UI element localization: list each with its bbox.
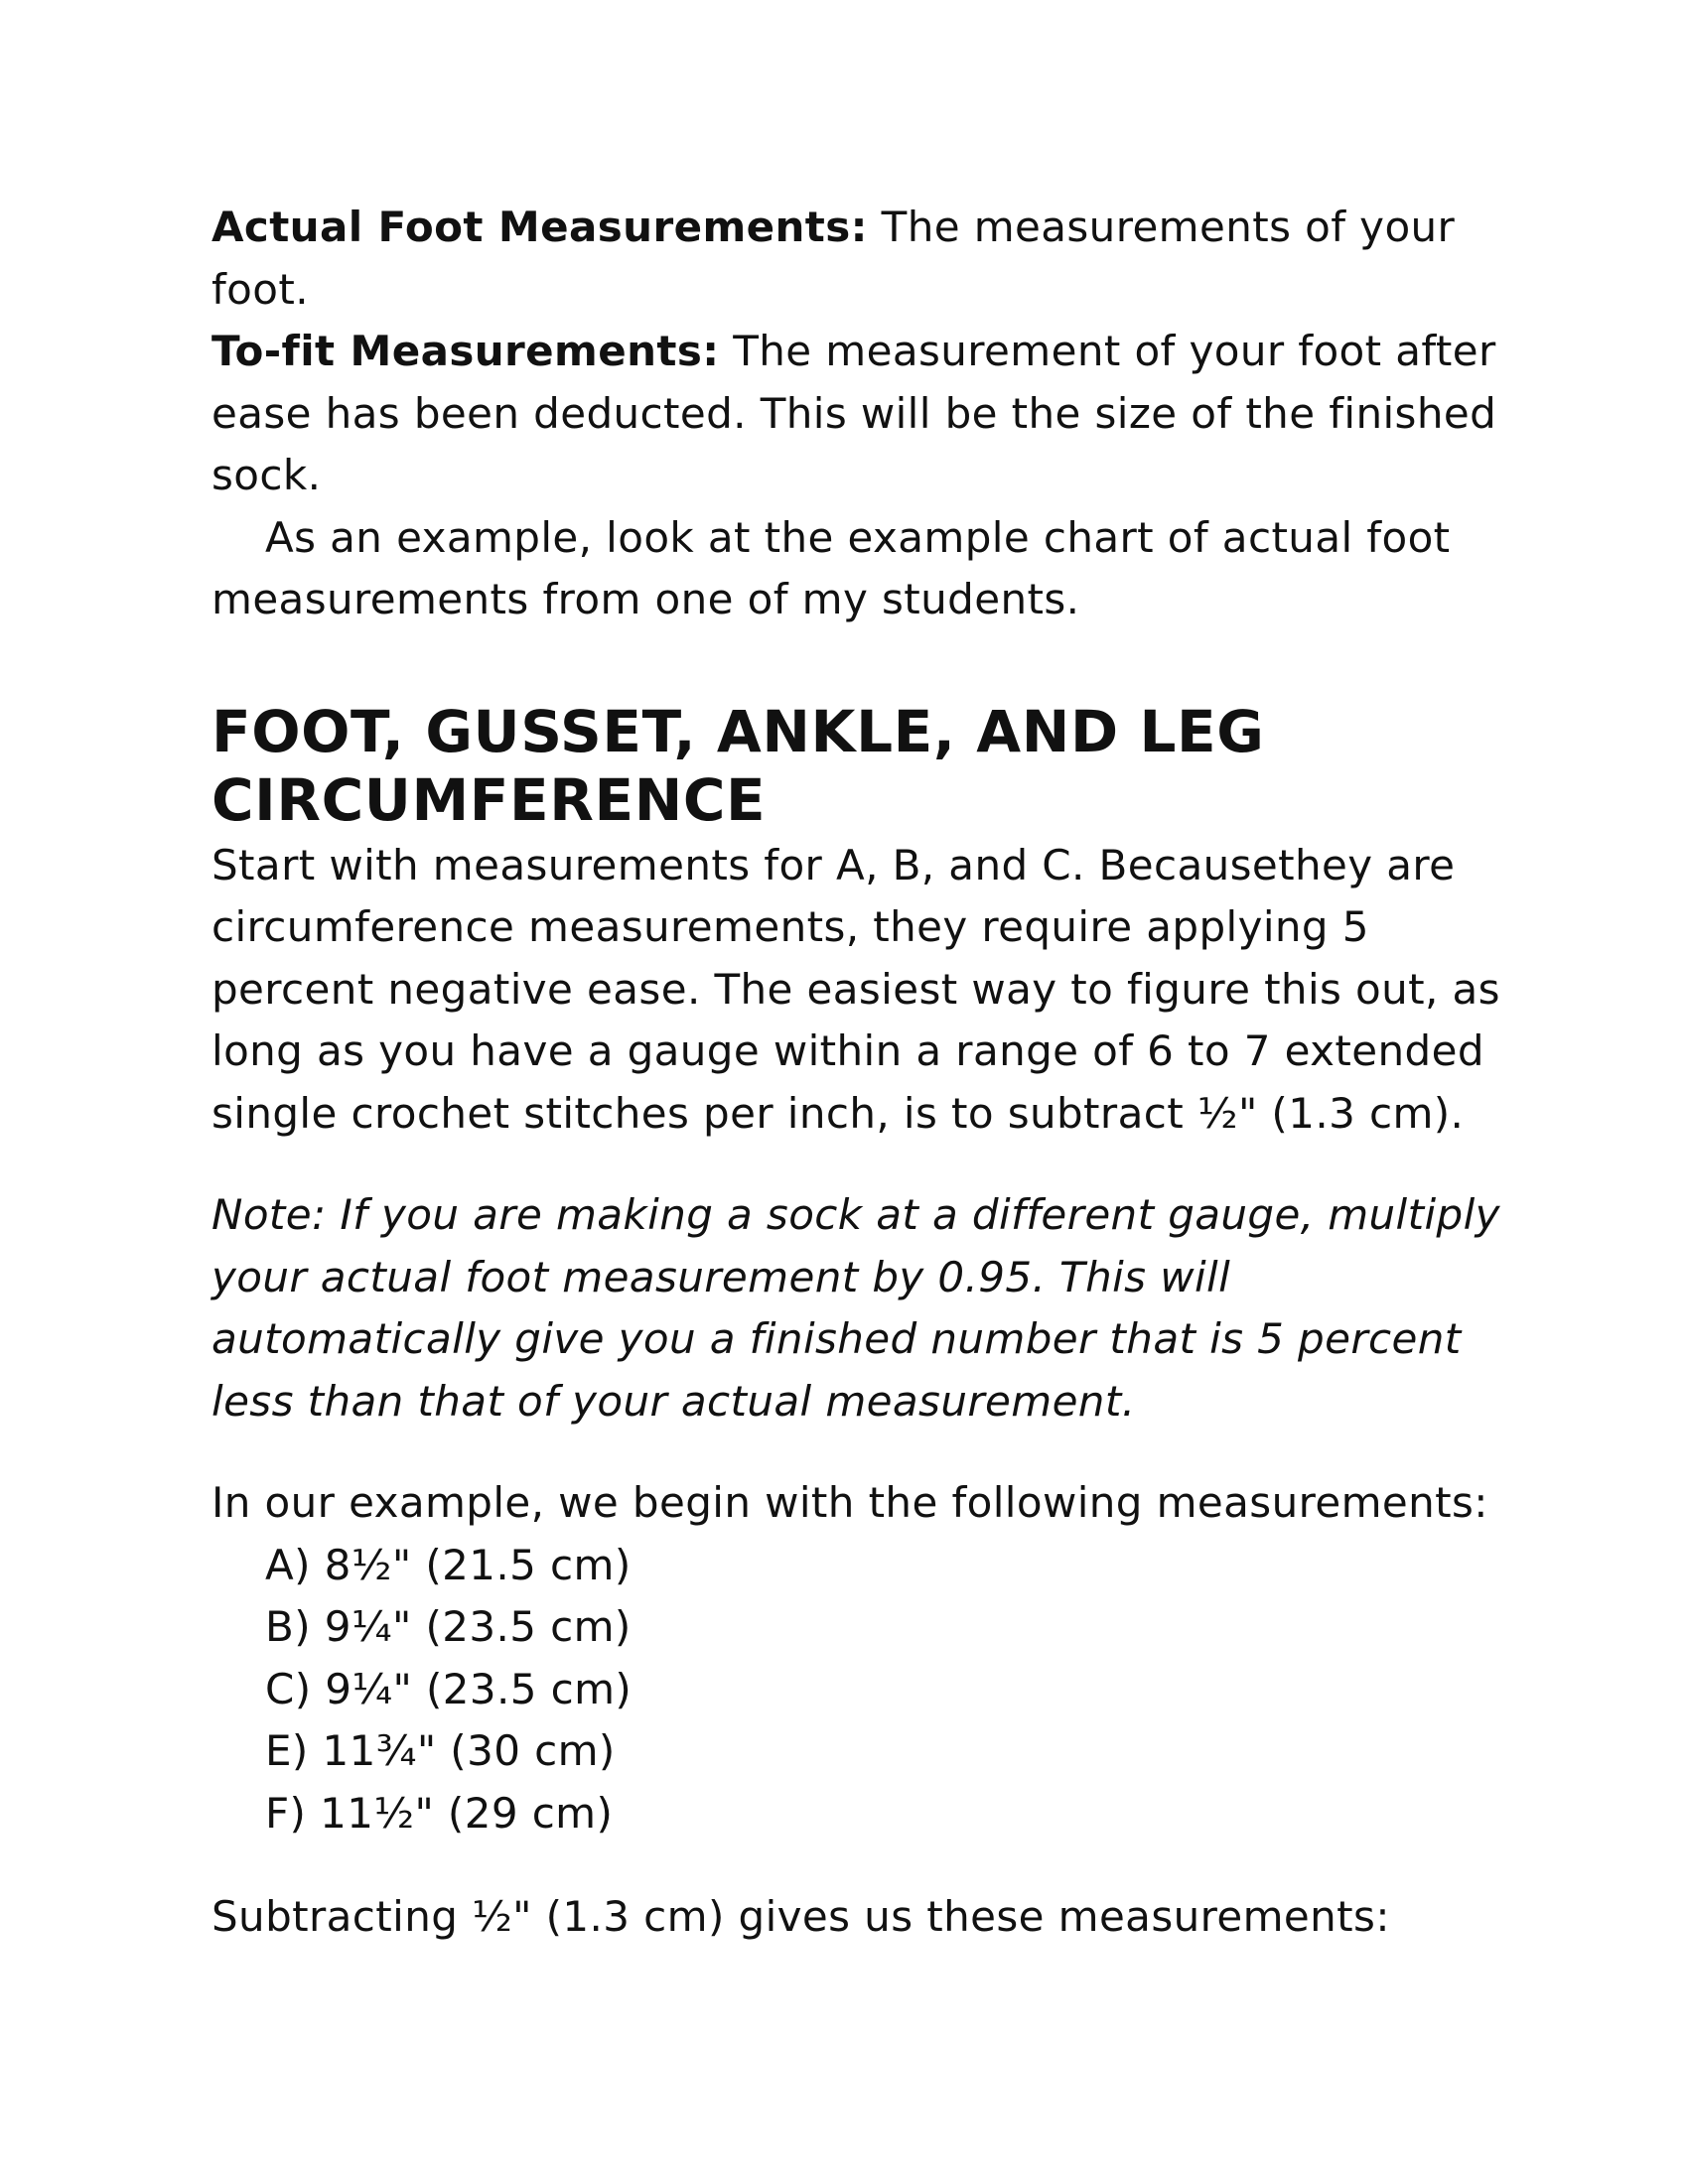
definition-actual-foot: [211, 197, 1502, 321]
example-intro: In our example, we begin with the following measurements:: [211, 1478, 1488, 1527]
measurement-list: [211, 1535, 1502, 1845]
definition-text: The measurement of your foot after ease has been deducted. This will be the size of the finished sock.: [211, 327, 1497, 499]
list-item: E) 11¾" (30 cm): [265, 1726, 616, 1775]
definition-to-fit: [211, 321, 1502, 507]
intro-paragraph: As an example, look at the example chart of actual foot measurements from one of my students.: [211, 512, 1451, 623]
section-body: Start with measurements for A, B, and C. Becausethey are circumference measurements, they require applying 5 percent negative ease. The easiest way to figure this out, as long as you have a gauge within a range of 6 to 7 extended single crochet stitches per inch, is to subtract ½" (1.3 cm).: [211, 840, 1500, 1138]
list-item: F) 11½" (29 cm): [265, 1788, 614, 1838]
list-item: C) 9¼" (23.5 cm): [265, 1664, 633, 1713]
definition-text: The measurements of your foot.: [211, 203, 1456, 314]
section-heading-line2: CIRCUMFERENCE: [211, 765, 767, 834]
definition-term: To-fit Measurements:: [211, 327, 720, 375]
closing-paragraph: Subtracting ½" (1.3 cm) gives us these measurements:: [211, 1892, 1390, 1941]
definition-term: Actual Foot Measurements:: [211, 203, 868, 251]
section-heading: [211, 698, 1502, 835]
note-paragraph: Note: If you are making a sock at a different gauge, multiply your actual foot measurement by 0.95. This will automatically give you a finished number that is 5 percent less than that of your actual measurement.: [211, 1190, 1500, 1426]
list-item: A) 8½" (21.5 cm): [265, 1540, 632, 1589]
list-item: B) 9¼" (23.5 cm): [265, 1602, 632, 1651]
document-page: [211, 197, 1502, 1949]
section-heading-line1: FOOT, GUSSET, ANKLE, AND LEG: [211, 697, 1265, 765]
